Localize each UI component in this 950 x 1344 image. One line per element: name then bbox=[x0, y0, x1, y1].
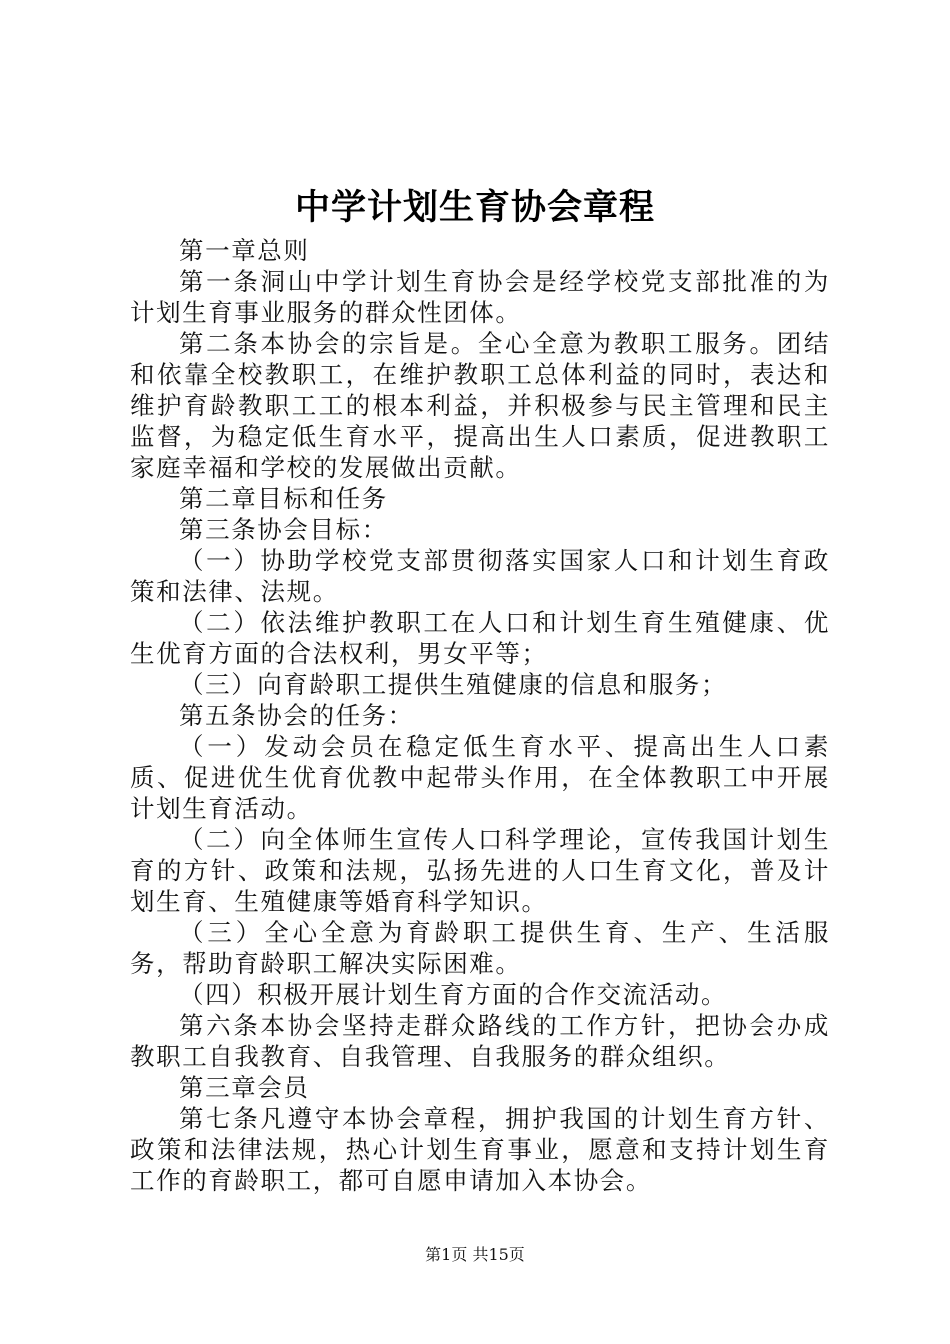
document-body bbox=[130, 235, 830, 1196]
list-item: （三）全心全意为育龄职工提供生育、生产、生活服务，帮助育龄职工解决实际困难。 bbox=[130, 918, 830, 978]
page-number: 第1页 共15页 bbox=[425, 1245, 525, 1264]
list-item: （二）依法维护教职工在人口和计划生育生殖健康、优生优育方面的合法权利，男女平等； bbox=[130, 608, 830, 668]
page-title: 中学计划生育协会章程 bbox=[294, 188, 655, 228]
article-paragraph: 第五条协会的任务： bbox=[179, 701, 414, 730]
list-item: （四）积极开展计划生育方面的合作交流活动。 bbox=[179, 980, 728, 1009]
article-paragraph: 第六条本协会坚持走群众路线的工作方针，把协会办成教职工自我教育、自我管理、自我服务的群众组织。 bbox=[130, 1011, 830, 1071]
list-item: （三）向育龄职工提供生殖健康的信息和服务； bbox=[179, 670, 728, 699]
article-paragraph: 第三条协会目标： bbox=[179, 515, 388, 544]
list-item: （二）向全体师生宣传人口科学理论，宣传我国计划生育的方针、政策和法规，弘扬先进的人口生育文化，普及计划生育、生殖健康等婚育科学知识。 bbox=[130, 825, 830, 916]
chapter-heading: 第三章会员 bbox=[179, 1073, 310, 1102]
article-paragraph: 第七条凡遵守本协会章程，拥护我国的计划生育方针、政策和法律法规，热心计划生育事业，愿意和支持计划生育工作的育龄职工，都可自愿申请加入本协会。 bbox=[130, 1104, 830, 1195]
list-item: （一）协助学校党支部贯彻落实国家人口和计划生育政策和法律、法规。 bbox=[130, 546, 830, 606]
article-paragraph: 第二条本协会的宗旨是。全心全意为教职工服务。团结和依靠全校教职工，在维护教职工总体利益的同时，表达和维护育龄教职工工的根本利益，并积极参与民主管理和民主监督，为稳定低生育水平，提高出生人口素质，促进教职工家庭幸福和学校的发展做出贡献。 bbox=[130, 329, 830, 482]
chapter-heading: 第一章总则 bbox=[179, 236, 310, 265]
chapter-heading: 第二章目标和任务 bbox=[179, 484, 388, 513]
list-item: （一）发动会员在稳定低生育水平、提高出生人口素质、促进优生优育优教中起带头作用，在全体教职工中开展计划生育活动。 bbox=[130, 732, 830, 823]
article-paragraph: 第一条洞山中学计划生育协会是经学校党支部批准的为计划生育事业服务的群众性团体。 bbox=[130, 267, 830, 327]
